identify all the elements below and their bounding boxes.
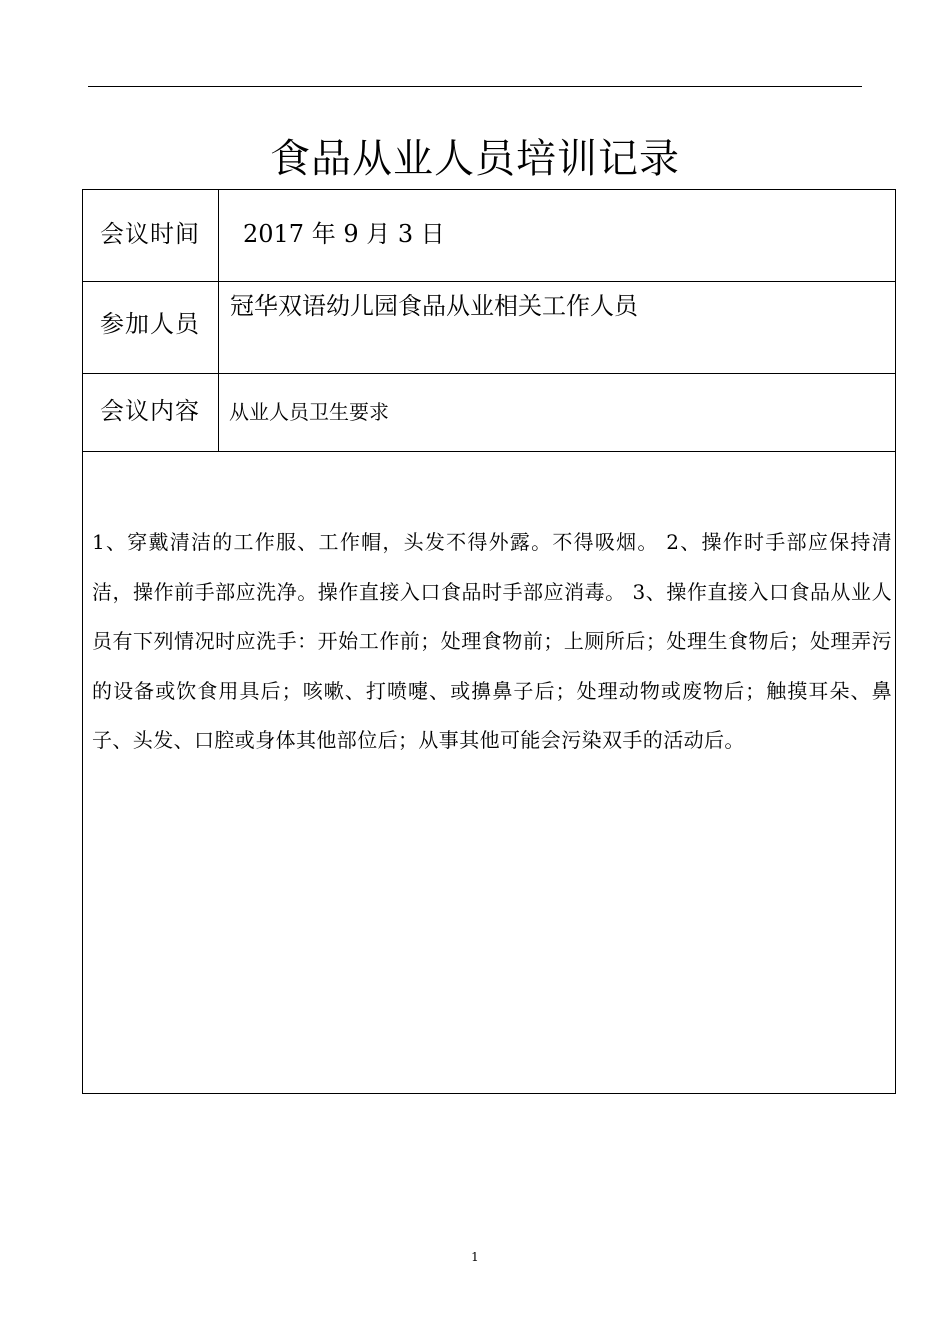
meeting-content-value-cell [219,374,895,451]
training-details-text: 1、穿戴清洁的工作服、工作帽，头发不得外露。不得吸烟。 2、操作时手部应保持清洁，操作前手部应洗净。操作直接入口食品时手部应消毒。 3、操作直接入口食品从业人员有下列情况时应洗手：开始工作前；处理食物前；上厕所后；处理生食物后；处理弄污的设备或饮食用具后；咳嗽、打喷嚏、或擤鼻子后；处理动物或废物后；触摸耳朵、鼻子、头发、口腔或身体其他部位后；从事其他可能会污染双手的活动后。 [92,530,892,752]
meeting-content-row [83,374,895,452]
participants-value: 冠华双语幼儿园食品从业相关工作人员 [230,292,638,320]
meeting-time-label-cell [83,190,219,281]
meeting-time-row [83,190,895,282]
participants-label: 参加人员 [100,310,200,338]
header-rule [88,86,862,87]
meeting-content-label-cell [83,374,219,451]
training-details-cell [83,452,895,1093]
meeting-time-label: 会议时间 [100,220,200,248]
document-title: 食品从业人员培训记录 [270,135,680,182]
meeting-content-label: 会议内容 [100,397,200,425]
meeting-time-value: 2017 年 9 月 3 日 [243,220,445,248]
participants-label-cell [83,282,219,373]
page-number: 1 [471,1250,479,1264]
meeting-content-value: 从业人员卫生要求 [229,400,389,424]
training-record-table [82,189,896,1094]
meeting-time-value-cell [219,190,895,281]
participants-value-cell [219,282,895,373]
participants-row [83,282,895,374]
